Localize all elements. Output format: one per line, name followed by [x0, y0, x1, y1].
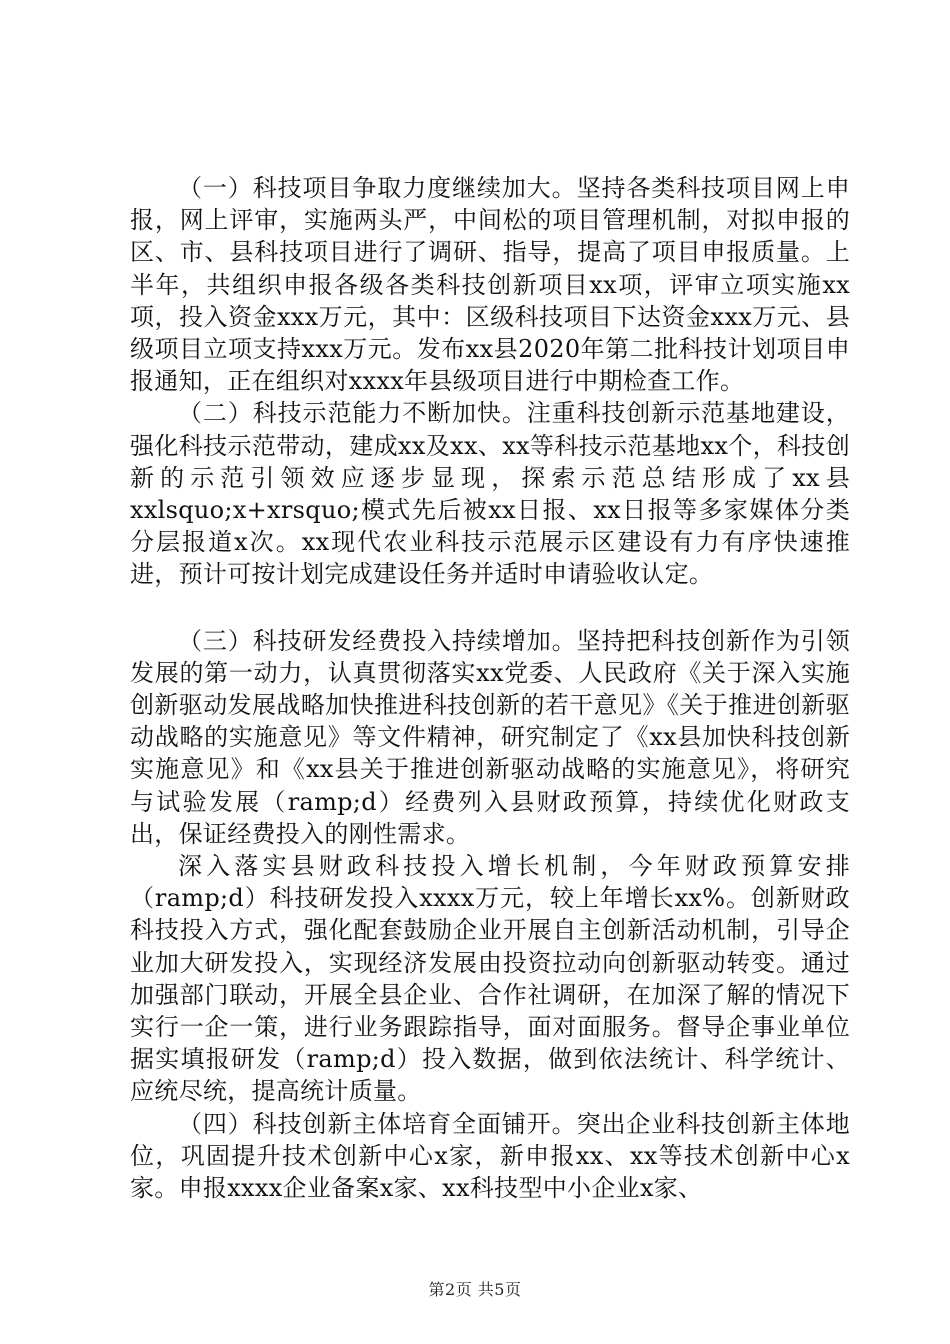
document-body [130, 172, 850, 1204]
paragraph-rd-investment: （三）科技研发经费投入持续增加。坚持把科技创新作为引领发展的第一动力，认真贯彻落实xx党委、人民政府《关于深入实施创新驱动发展战略加快推进科技创新的若干意见》《关于推进创新驱动战略的实施意见》等文件精神，研究制定了《xx县加快科技创新实施意见》和《xx县关于推进创新驱动战略的实施意见》，将研究与试验发展（ramp;d）经费列入县财政预算，持续优化财政支出，保证经费投入的刚性需求。 [130, 626, 850, 848]
paragraph-innovation-entities: （四）科技创新主体培育全面铺开。突出企业科技创新主体地位，巩固提升技术创新中心x家，新申报xx、xx等技术创新中心x家。申报xxxx企业备案x家、xx科技型中小企业x家、 [130, 1109, 850, 1203]
paragraph-fiscal-mechanism: 深入落实县财政科技投入增长机制，今年财政预算安排（ramp;d）科技研发投入xxxx万元，较上年增长xx%。创新财政科技投入方式，强化配套鼓励企业开展自主创新活动机制，引导企业加大研发投入，实现经济发展由投资拉动向创新驱动转变。通过加强部门联动，开展全县企业、合作社调研，在加深了解的情况下实行一企一策，进行业务跟踪指导，面对面服务。督导企事业单位据实填报研发（ramp;d）投入数据，做到依法统计、科学统计、应统尽统，提高统计质量。 [130, 852, 850, 1106]
page-number-footer: 第2页 共5页 [428, 1280, 522, 1299]
paragraph-project-funding: （一）科技项目争取力度继续加大。坚持各类科技项目网上申报，网上评审，实施两头严，中间松的项目管理机制，对拟申报的区、市、县科技项目进行了调研、指导，提高了项目申报质量。上半年，共组织申报各级各类科技创新项目xx项，评审立项实施xx项，投入资金xxx万元，其中：区级科技项目下达资金xxx万元、县级项目立项支持xxx万元。发布xx县2020年第二批科技计划项目申报通知，正在组织对xxxx年县级项目进行中期检查工作。 [130, 174, 850, 396]
paragraph-demonstration: （二）科技示范能力不断加快。注重科技创新示范基地建设，强化科技示范带动，建成xx及xx、xx等科技示范基地xx个，科技创新的示范引领效应逐步显现，探索示范总结形成了xx县xxlsquo;x+xrsquo;模式先后被xx日报、xx日报等多家媒体分类分层报道x次。xx现代农业科技示范展示区建设有力有序快速推进，预计可按计划完成建设任务并适时申请验收认定。 [130, 399, 850, 589]
